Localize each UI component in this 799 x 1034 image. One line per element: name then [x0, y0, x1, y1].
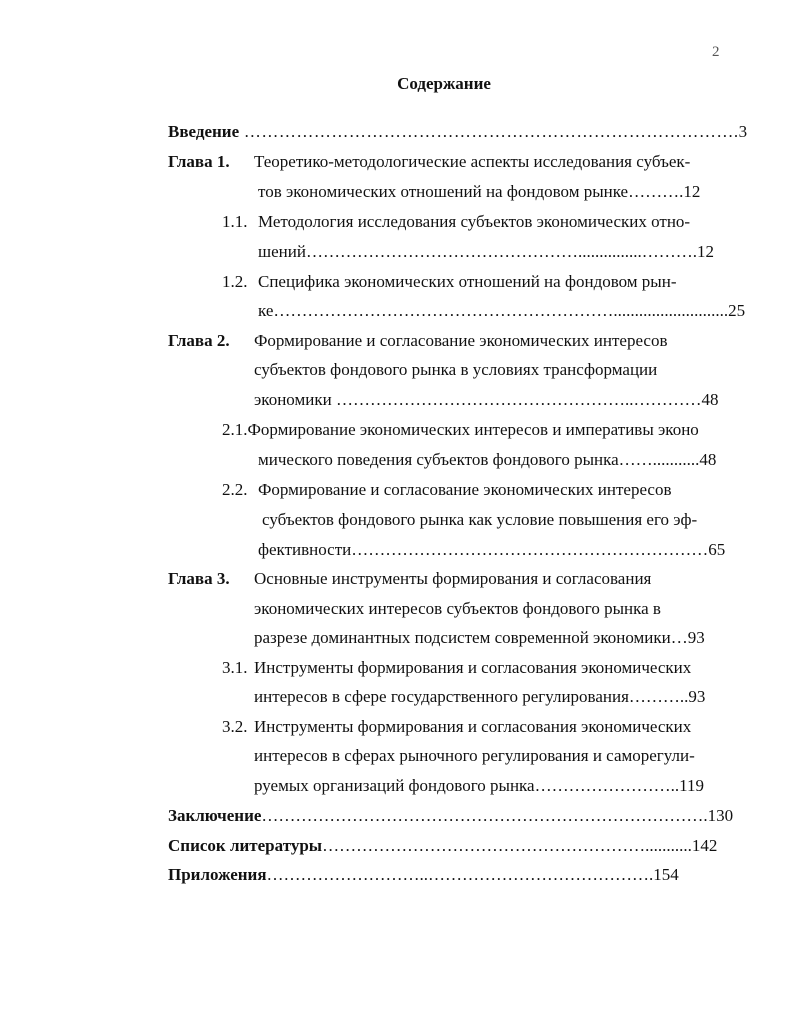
toc-section-number: 1.2. [222, 272, 248, 291]
toc-page: 130 [707, 806, 734, 825]
toc-leader: …………………………………………………........... [322, 836, 692, 855]
toc-label: Введение [168, 122, 240, 141]
toc-entry-s32-line1[interactable]: Инструменты формирования и согласования экономических [254, 717, 692, 736]
toc-entry-references[interactable] [168, 835, 717, 857]
toc-leader: ………. [628, 182, 684, 201]
toc-label: Список литературы [168, 836, 323, 855]
toc-entry-ch1-line2[interactable] [258, 181, 700, 203]
toc-text: руемых организаций фондового рынка [254, 776, 535, 795]
toc-chapter-label: Глава 2. [168, 331, 230, 350]
toc-page: 12 [696, 242, 714, 261]
toc-section-number: 3.1. [222, 658, 248, 677]
page-title: Содержание [397, 74, 491, 93]
toc-leader: …………………….. [534, 776, 680, 795]
toc-leader: ……........... [618, 450, 700, 469]
toc-leader: ……………………………………………………… [351, 540, 709, 559]
toc-text: экономики [254, 390, 332, 409]
toc-chapter-label: Глава 3. [168, 569, 230, 588]
toc-text: интересов в сфере государственного регулирования [254, 687, 629, 706]
toc-text: ке [258, 301, 274, 320]
toc-leader: ………………………..…………………………………. [266, 865, 654, 884]
toc-label: Приложения [168, 865, 267, 884]
toc-entry-s12-line1[interactable]: Специфика экономических отношений на фондовом рын- [258, 272, 677, 291]
toc-page: 48 [699, 450, 717, 469]
toc-entry-s21-line2[interactable] [258, 449, 716, 471]
toc-entry-conclusion[interactable] [168, 805, 733, 827]
toc-entry-s12-line2[interactable] [258, 300, 745, 322]
toc-text: тов экономических отношений на фондовом рынке [258, 182, 629, 201]
toc-entry-s22-line3[interactable] [258, 539, 725, 561]
toc-leader: ……………………………………………………........................... [273, 301, 729, 320]
toc-leader: ……………………………………………………………………. [261, 806, 708, 825]
toc-chapter-label: Глава 1. [168, 152, 230, 171]
toc-leader: …………………………………………………………………………. [239, 122, 739, 141]
toc-entry-s32-line2[interactable]: интересов в сферах рыночного регулирования и саморегули- [254, 746, 695, 765]
toc-entry-s11-line2[interactable] [258, 241, 714, 263]
toc-entry-ch3-line1[interactable]: Основные инструменты формирования и согласования [254, 569, 652, 588]
toc-entry-s22-line1[interactable]: Формирование и согласование экономических интересов [258, 480, 672, 499]
toc-page: 25 [728, 301, 746, 320]
toc-leader: …………………………………………...............………. [305, 242, 697, 261]
toc-leader: … [670, 628, 688, 647]
toc-page: 142 [691, 836, 718, 855]
toc-label: Заключение [168, 806, 262, 825]
toc-page: 154 [653, 865, 679, 884]
toc-text: фективности [258, 540, 352, 559]
toc-text: мического поведения субъектов фондового рынка [258, 450, 619, 469]
toc-entry-ch2-line3[interactable] [254, 389, 718, 411]
toc-entry-s31-line1[interactable]: Инструменты формирования и согласования экономических [254, 658, 692, 677]
toc-entry-ch3-line2[interactable]: экономических интересов субъектов фондового рынка в [254, 599, 661, 618]
toc-entry-ch2-line1[interactable]: Формирование и согласование экономических интересов [254, 331, 668, 350]
toc-entry-s22-line2[interactable]: субъектов фондового рынка как условие повышения его эф- [262, 510, 698, 529]
toc-page: 93 [687, 628, 705, 647]
toc-entry-appendix[interactable] [168, 864, 679, 886]
toc-entry-s11-line1[interactable]: Методология исследования субъектов экономических отно- [258, 212, 691, 231]
toc-entry-ch3-line3[interactable] [254, 627, 705, 649]
toc-section-number: 3.2. [222, 717, 248, 736]
toc-page: 93 [688, 687, 706, 706]
toc-text: шений [258, 242, 306, 261]
toc-section-number: 1.1. [222, 212, 248, 231]
toc-leader: ……….. [628, 687, 689, 706]
toc-text: разрезе доминантных подсистем современной экономики [254, 628, 671, 647]
toc-leader: ……………………………………………..………… [331, 390, 702, 409]
toc-entry-s31-line2[interactable] [254, 686, 705, 708]
toc-page: 12 [683, 182, 701, 201]
toc-entry-s32-line3[interactable] [254, 775, 704, 797]
toc-entry-ch1-line1[interactable]: Теоретико-методологические аспекты исследования субъек- [254, 152, 691, 171]
toc-page: 65 [708, 540, 726, 559]
toc-entry-ch2-line2[interactable]: субъектов фондового рынка в условиях трансформации [254, 360, 658, 379]
toc-entry-intro[interactable] [168, 121, 747, 143]
page-number: 2 [712, 44, 720, 60]
toc-entry-s21-line1[interactable]: 2.1.Формирование экономических интересов и императивы эконо [222, 420, 699, 439]
toc-page: 119 [679, 776, 704, 795]
toc-page: 48 [701, 390, 719, 409]
toc-section-number: 2.2. [222, 480, 248, 499]
toc-page: 3 [738, 122, 748, 141]
